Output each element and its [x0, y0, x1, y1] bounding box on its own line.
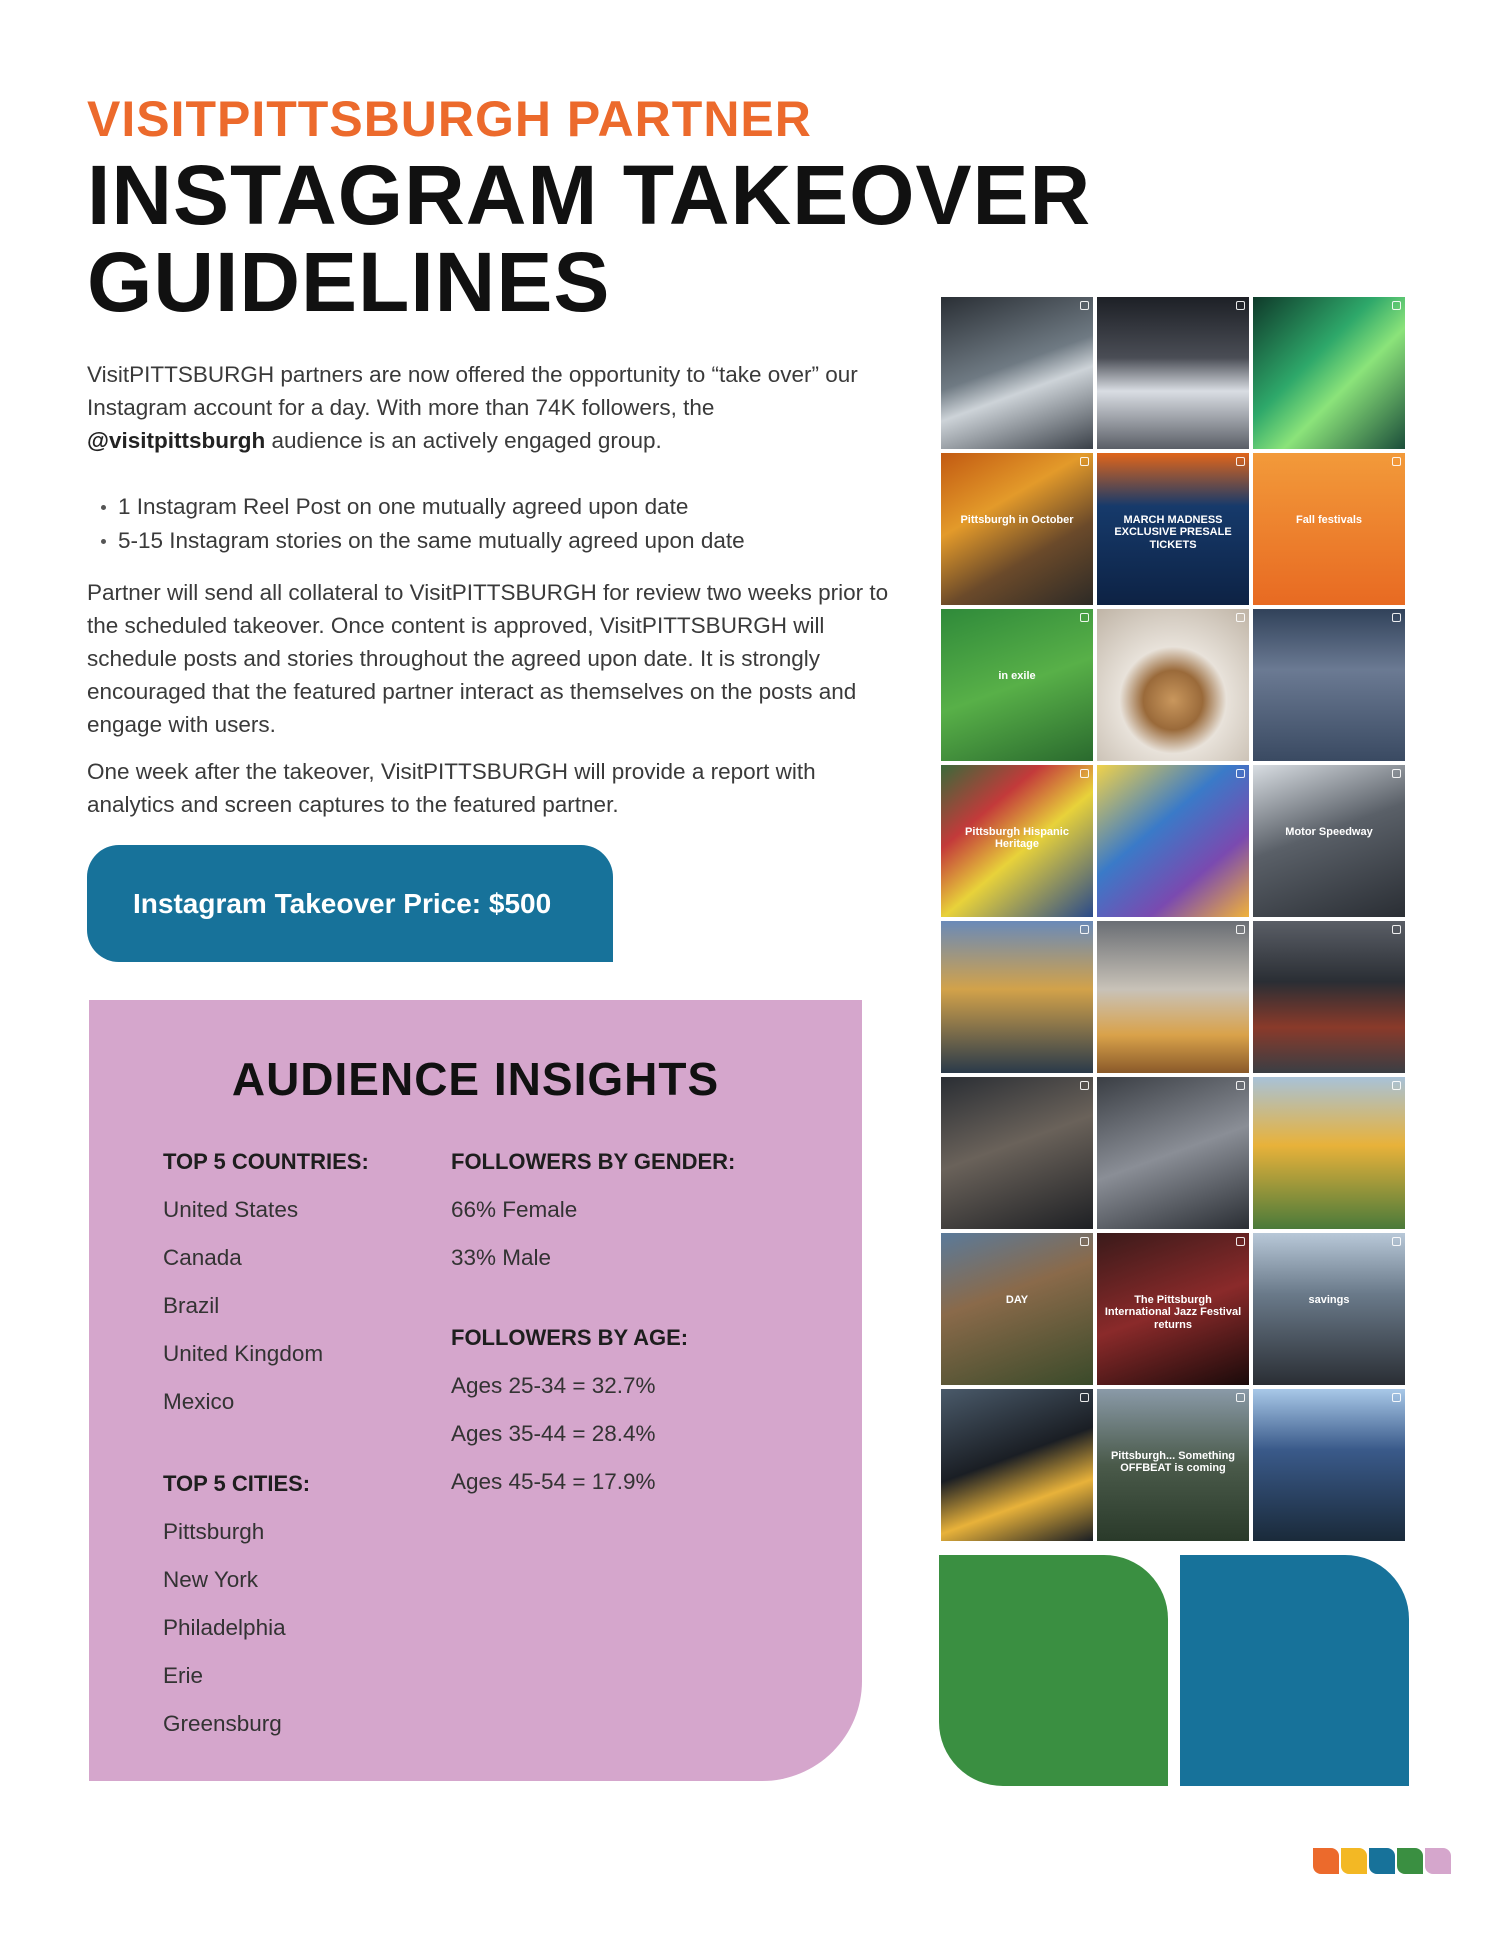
insights-left-column: [163, 1146, 369, 1756]
instagram-post-icon: [1080, 1237, 1089, 1246]
instagram-post-icon: [1236, 925, 1245, 934]
instagram-handle: @visitpittsburgh: [87, 428, 266, 453]
photo-concert-crowd: [1251, 919, 1407, 1075]
photo-caption: in exile: [998, 669, 1036, 682]
country-item: Mexico: [163, 1389, 235, 1414]
photo-pittsburgh-october: [939, 451, 1095, 607]
instagram-post-icon: [1236, 457, 1245, 466]
age-item: Ages 25-34 = 32.7%: [451, 1373, 656, 1398]
bullet-dot: [101, 505, 106, 510]
city-item: Pittsburgh: [163, 1519, 265, 1544]
instagram-post-icon: [1392, 1081, 1401, 1090]
instagram-post-icon: [1392, 457, 1401, 466]
insights-title: AUDIENCE INSIGHTS: [231, 1053, 720, 1105]
photo-caption: Pittsburgh... Something OFFBEAT is coming: [1110, 1449, 1236, 1475]
photo-race-car: [1251, 763, 1407, 919]
photo-neon-room: [1251, 295, 1407, 451]
country-item: Brazil: [163, 1293, 220, 1318]
photo-green-house: [939, 607, 1095, 763]
photo-jazz-festival: [1095, 1231, 1251, 1387]
bullet-dot: [101, 539, 106, 544]
instagram-post-icon: [1080, 1081, 1089, 1090]
instagram-photo-grid: [939, 295, 1407, 1537]
photo-hotel-room: [939, 1075, 1095, 1231]
instagram-post-icon: [1392, 301, 1401, 310]
country-item: United Kingdom: [163, 1341, 324, 1366]
photo-caption: Pittsburgh Hispanic Heritage: [965, 825, 1069, 851]
countries-heading: TOP 5 COUNTRIES:: [163, 1149, 369, 1174]
bullet-item: [96, 490, 745, 524]
intro-text-end: audience is an actively engaged group.: [265, 428, 662, 453]
gender-item: 33% Male: [451, 1245, 552, 1270]
age-item: Ages 45-54 = 17.9%: [451, 1469, 656, 1494]
photo-latte: [1095, 607, 1251, 763]
bullet-text: 5-15 Instagram stories on the same mutually agreed upon date: [118, 528, 745, 553]
photo-caption: MARCH MADNESS EXCLUSIVE PRESALE TICKETS: [1114, 513, 1232, 552]
photo-ghostface: [1251, 1231, 1407, 1387]
headline-line-1: INSTAGRAM TAKEOVER: [87, 148, 1092, 242]
brand-color-squares: [1313, 1848, 1451, 1874]
instagram-post-icon: [1392, 613, 1401, 622]
green-decorative-block: [939, 1555, 1168, 1786]
gender-item: 66% Female: [451, 1197, 578, 1222]
offer-bullet-list: [96, 490, 745, 558]
photo-caption: The Pittsburgh International Jazz Festival returns: [1104, 1293, 1242, 1332]
instagram-post-icon: [1392, 925, 1401, 934]
city-item: Greensburg: [163, 1711, 282, 1736]
brand-square-pink: [1425, 1848, 1451, 1874]
photo-caption: savings: [1308, 1293, 1350, 1306]
instagram-post-icon: [1236, 1081, 1245, 1090]
photo-sandwich: [1095, 919, 1251, 1075]
country-item: United States: [163, 1197, 299, 1222]
instagram-post-icon: [1236, 301, 1245, 310]
intro-text: VisitPITTSBURGH partners are now offered the opportunity to “take over” our Instagram account for a day. With more than 74K followers, the: [87, 362, 858, 420]
city-item: Philadelphia: [163, 1615, 286, 1640]
kicker-title: VISITPITTSBURGH PARTNER: [87, 91, 812, 147]
photo-speakers: [1095, 1075, 1251, 1231]
city-item: New York: [163, 1567, 259, 1592]
age-heading: FOLLOWERS BY AGE:: [451, 1325, 689, 1350]
photo-skyline-autumn: [939, 919, 1095, 1075]
instagram-post-icon: [1236, 1237, 1245, 1246]
photo-illustrated-portrait: [1095, 763, 1251, 919]
report-paragraph: One week after the takeover, VisitPITTSBURGH will provide a report with analytics and screen captures to the featured partner.: [87, 759, 816, 817]
instagram-post-icon: [1080, 925, 1089, 934]
photo-caption: Motor Speedway: [1285, 825, 1373, 838]
photo-mural-day: [939, 1231, 1095, 1387]
brand-square-yellow: [1341, 1848, 1367, 1874]
photo-caption: Fall festivals: [1295, 513, 1363, 526]
country-item: Canada: [163, 1245, 242, 1270]
instagram-post-icon: [1236, 769, 1245, 778]
brand-square-green: [1397, 1848, 1423, 1874]
photo-hockey-arena: [1095, 295, 1251, 451]
photo-caption: Pittsburgh in October: [960, 513, 1074, 526]
photo-river-duck: [1251, 607, 1407, 763]
photo-hispanic-heritage: [939, 763, 1095, 919]
brand-square-blue: [1369, 1848, 1395, 1874]
age-item: Ages 35-44 = 28.4%: [451, 1421, 656, 1446]
audience-insights-panel: [89, 1000, 862, 1781]
photo-offbeat-coming: [1095, 1387, 1251, 1543]
insights-right-column: [451, 1146, 735, 1514]
photo-bagpipers: [1251, 1387, 1407, 1543]
instagram-post-icon: [1236, 1393, 1245, 1402]
headline-line-2: GUIDELINES: [87, 235, 611, 329]
instagram-post-icon: [1080, 613, 1089, 622]
instagram-post-icon: [1236, 613, 1245, 622]
instagram-post-icon: [1080, 457, 1089, 466]
brand-square-orange: [1313, 1848, 1339, 1874]
process-paragraph: Partner will send all collateral to VisitPITTSBURGH for review two weeks prior to the scheduled takeover. Once content is approved, VisitPITTSBURGH will schedule posts and stories throughout the agreed upon date. It is strongly encouraged that the featured partner interact as themselves on the posts and engage with users.: [87, 580, 889, 737]
price-callout: Instagram Takeover Price: $500: [87, 845, 613, 962]
city-item: Erie: [163, 1663, 204, 1688]
instagram-post-icon: [1392, 769, 1401, 778]
gender-heading: FOLLOWERS BY GENDER:: [451, 1149, 736, 1174]
instagram-post-icon: [1080, 769, 1089, 778]
intro-paragraph: [87, 358, 897, 457]
cities-heading: TOP 5 CITIES:: [163, 1471, 311, 1496]
photo-terrible-towels: [1251, 1075, 1407, 1231]
bullet-item: [96, 524, 745, 558]
bullet-text: 1 Instagram Reel Post on one mutually agreed upon date: [118, 494, 689, 519]
instagram-post-icon: [1392, 1237, 1401, 1246]
photo-steelers-player: [939, 1387, 1095, 1543]
photo-caption: DAY: [1005, 1293, 1029, 1306]
blue-decorative-block: [1180, 1555, 1409, 1786]
instagram-post-icon: [1392, 1393, 1401, 1402]
instagram-post-icon: [1080, 301, 1089, 310]
instagram-post-icon: [1080, 1393, 1089, 1402]
photo-march-madness: [1095, 451, 1251, 607]
photo-champagne: [939, 295, 1095, 451]
photo-fall-events-list: [1251, 451, 1407, 607]
